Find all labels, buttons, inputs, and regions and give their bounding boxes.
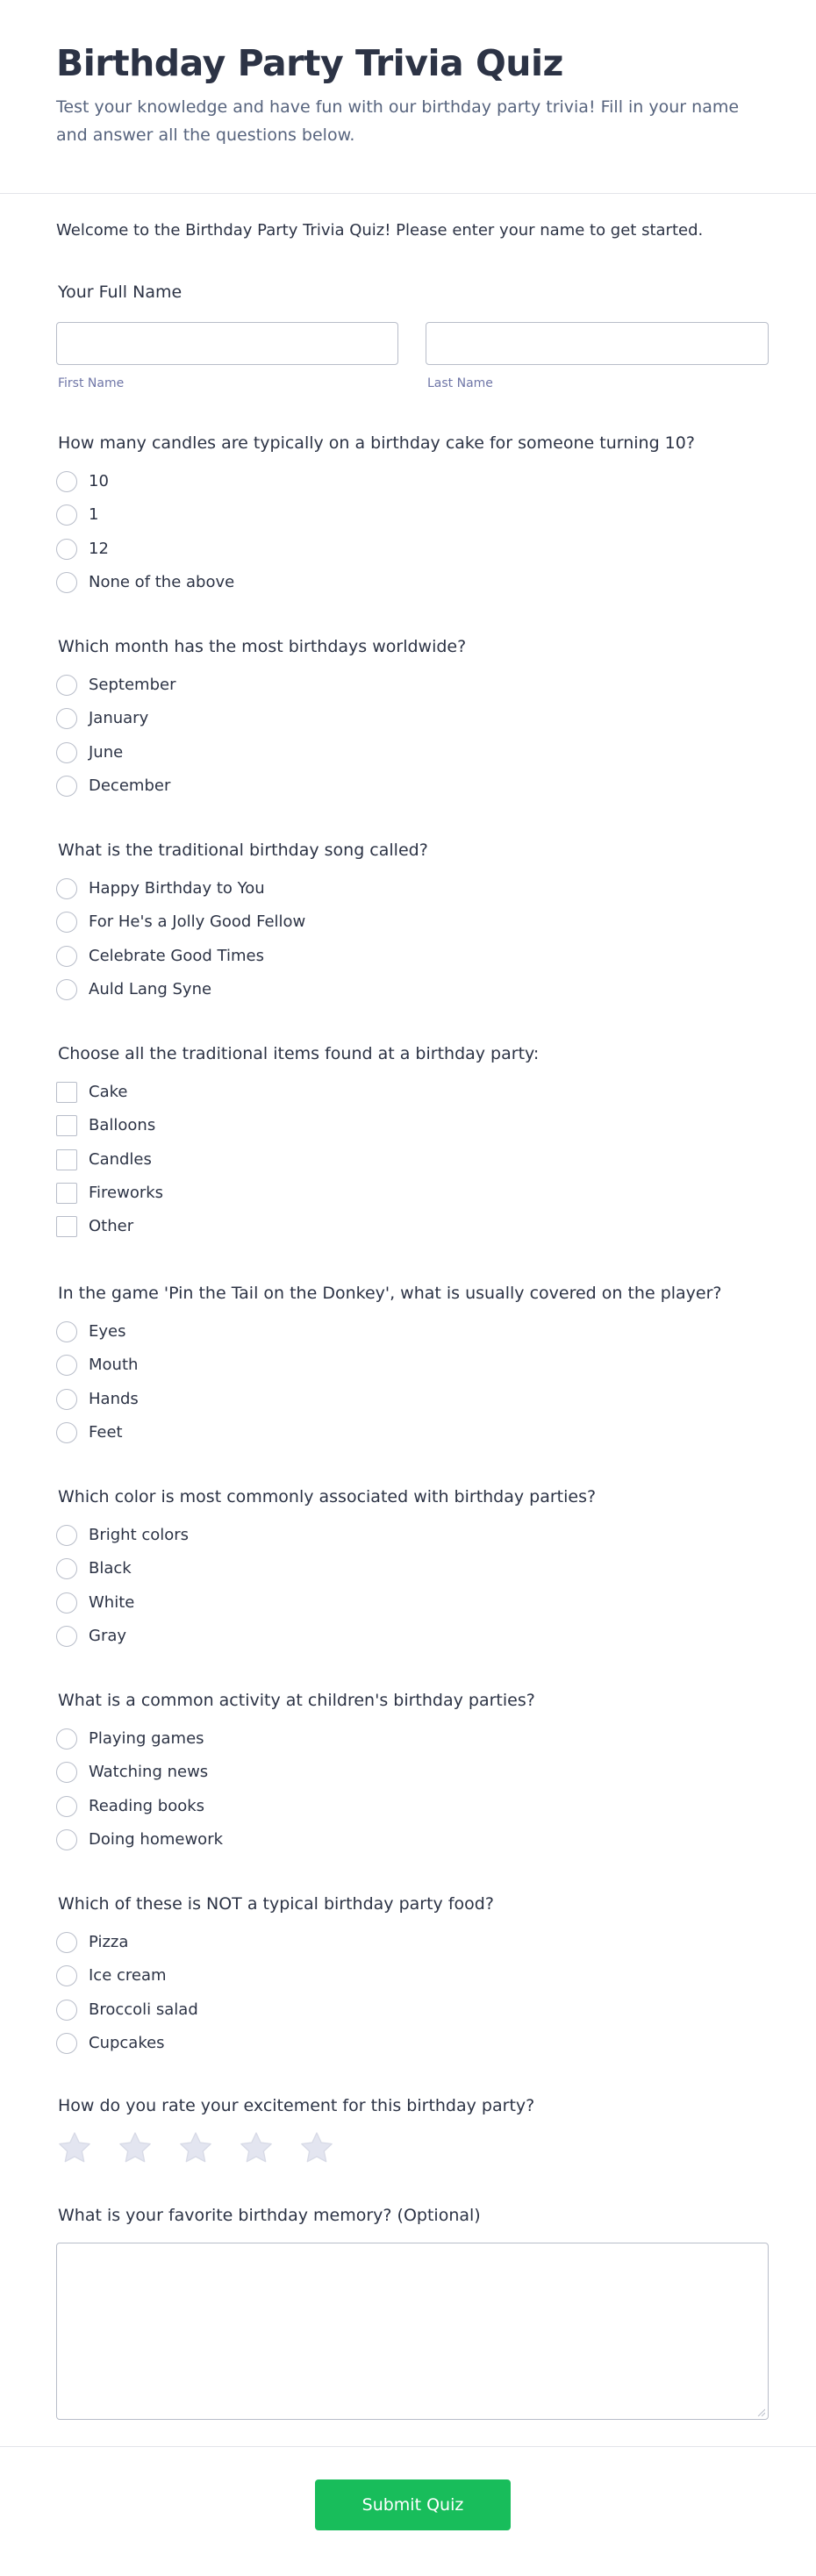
last-name-sublabel: Last Name — [427, 376, 493, 390]
option-label: For He's a Jolly Good Fellow — [89, 912, 306, 932]
radio-input[interactable] — [56, 1558, 77, 1579]
option-label: December — [89, 776, 171, 795]
option-label: Cupcakes — [89, 2033, 165, 2052]
rating-label: How do you rate your excitement for this birthday party? — [58, 2096, 535, 2115]
radio-input[interactable] — [56, 708, 77, 729]
option-label: 12 — [89, 539, 109, 558]
option-label: Ice cream — [89, 1966, 167, 1986]
star-icon[interactable] — [117, 2130, 154, 2165]
option-label: September — [89, 676, 176, 694]
option-label: Reading books — [89, 1796, 205, 1815]
radio-input[interactable] — [56, 979, 77, 1000]
option-label: Auld Lang Syne — [89, 979, 212, 998]
option-label: January — [89, 709, 149, 728]
question-label: Which of these is NOT a typical birthday party food? — [58, 1894, 494, 1914]
radio-input[interactable] — [56, 675, 77, 696]
option-label: Other — [89, 1217, 134, 1236]
question-label: In the game 'Pin the Tail on the Donkey', what is usually covered on the player? — [58, 1284, 722, 1303]
option-label: White — [89, 1592, 135, 1612]
option-label: None of the above — [89, 572, 235, 591]
radio-input[interactable] — [56, 471, 77, 492]
option-label: Gray — [89, 1626, 127, 1645]
option-label: 1 — [89, 505, 99, 525]
radio-input[interactable] — [56, 878, 77, 899]
form-subtitle: Test your knowledge and have fun with our birthday party trivia! Fill in your name and answer all the questions below. — [56, 97, 740, 145]
memory-textarea[interactable] — [56, 2243, 769, 2420]
radio-input[interactable] — [56, 946, 77, 967]
radio-input[interactable] — [56, 1355, 77, 1376]
radio-input[interactable] — [56, 912, 77, 933]
option-label: Eyes — [89, 1322, 126, 1341]
radio-input[interactable] — [56, 539, 77, 560]
radio-input[interactable] — [56, 2033, 77, 2054]
star-icon[interactable] — [238, 2130, 275, 2165]
option-label: Candles — [89, 1149, 152, 1169]
question-label: Which month has the most birthdays worldwide? — [58, 637, 467, 656]
option-label: 10 — [89, 472, 109, 490]
option-label: Doing homework — [89, 1829, 224, 1849]
question-label: How many candles are typically on a birthday cake for someone turning 10? — [58, 433, 695, 453]
option-label: Feet — [89, 1422, 123, 1442]
question-label: What is a common activity at children's birthday parties? — [58, 1691, 535, 1710]
radio-input[interactable] — [56, 1592, 77, 1614]
radio-input[interactable] — [56, 1626, 77, 1647]
option-label: Watching news — [89, 1763, 209, 1782]
question-label: Choose all the traditional items found at a birthday party: — [58, 1044, 540, 1063]
star-icon[interactable] — [177, 2130, 214, 2165]
radio-input[interactable] — [56, 1728, 77, 1750]
first-name-sublabel: First Name — [58, 376, 125, 390]
star-icon[interactable] — [298, 2130, 335, 2165]
option-label: June — [89, 742, 124, 762]
radio-input[interactable] — [56, 2000, 77, 2021]
radio-input[interactable] — [56, 1965, 77, 1986]
radio-input[interactable] — [56, 1321, 77, 1342]
memory-label: What is your favorite birthday memory? (Optional) — [58, 2206, 481, 2225]
form-header — [0, 0, 816, 194]
form-title: Birthday Party Trivia Quiz — [56, 42, 563, 84]
option-label: Bright colors — [89, 1526, 190, 1544]
option-label: Balloons — [89, 1116, 156, 1135]
option-label: Cake — [89, 1083, 128, 1101]
star-icon[interactable] — [56, 2130, 93, 2165]
radio-input[interactable] — [56, 1525, 77, 1546]
welcome-text: Welcome to the Birthday Party Trivia Quiz! Please enter your name to get started. — [56, 221, 704, 240]
first-name-input[interactable] — [56, 322, 398, 365]
question-label: What is the traditional birthday song called? — [58, 841, 428, 860]
radio-input[interactable] — [56, 1796, 77, 1817]
option-label: Broccoli salad — [89, 2000, 198, 2019]
radio-input[interactable] — [56, 1829, 77, 1850]
last-name-input[interactable] — [426, 322, 769, 365]
radio-input[interactable] — [56, 1932, 77, 1953]
radio-input[interactable] — [56, 742, 77, 763]
submit-button[interactable]: Submit Quiz — [315, 2479, 511, 2530]
radio-input[interactable] — [56, 1762, 77, 1783]
checkbox-input[interactable] — [56, 1149, 77, 1170]
checkbox-input[interactable] — [56, 1082, 77, 1103]
option-label: Playing games — [89, 1729, 204, 1748]
checkbox-input[interactable] — [56, 1183, 77, 1204]
radio-input[interactable] — [56, 1422, 77, 1443]
radio-input[interactable] — [56, 572, 77, 593]
radio-input[interactable] — [56, 776, 77, 797]
radio-input[interactable] — [56, 1389, 77, 1410]
option-label: Celebrate Good Times — [89, 946, 264, 965]
question-label: Which color is most commonly associated with birthday parties? — [58, 1487, 597, 1506]
option-label: Pizza — [89, 1933, 129, 1951]
option-label: Hands — [89, 1389, 139, 1408]
option-label: Mouth — [89, 1356, 139, 1375]
option-label: Happy Birthday to You — [89, 879, 265, 898]
resize-grip-icon[interactable] — [756, 2408, 765, 2416]
checkbox-input[interactable] — [56, 1216, 77, 1237]
option-label: Fireworks — [89, 1183, 164, 1202]
radio-input[interactable] — [56, 504, 77, 526]
option-label: Black — [89, 1559, 132, 1578]
full-name-label: Your Full Name — [58, 283, 183, 302]
checkbox-input[interactable] — [56, 1115, 77, 1136]
